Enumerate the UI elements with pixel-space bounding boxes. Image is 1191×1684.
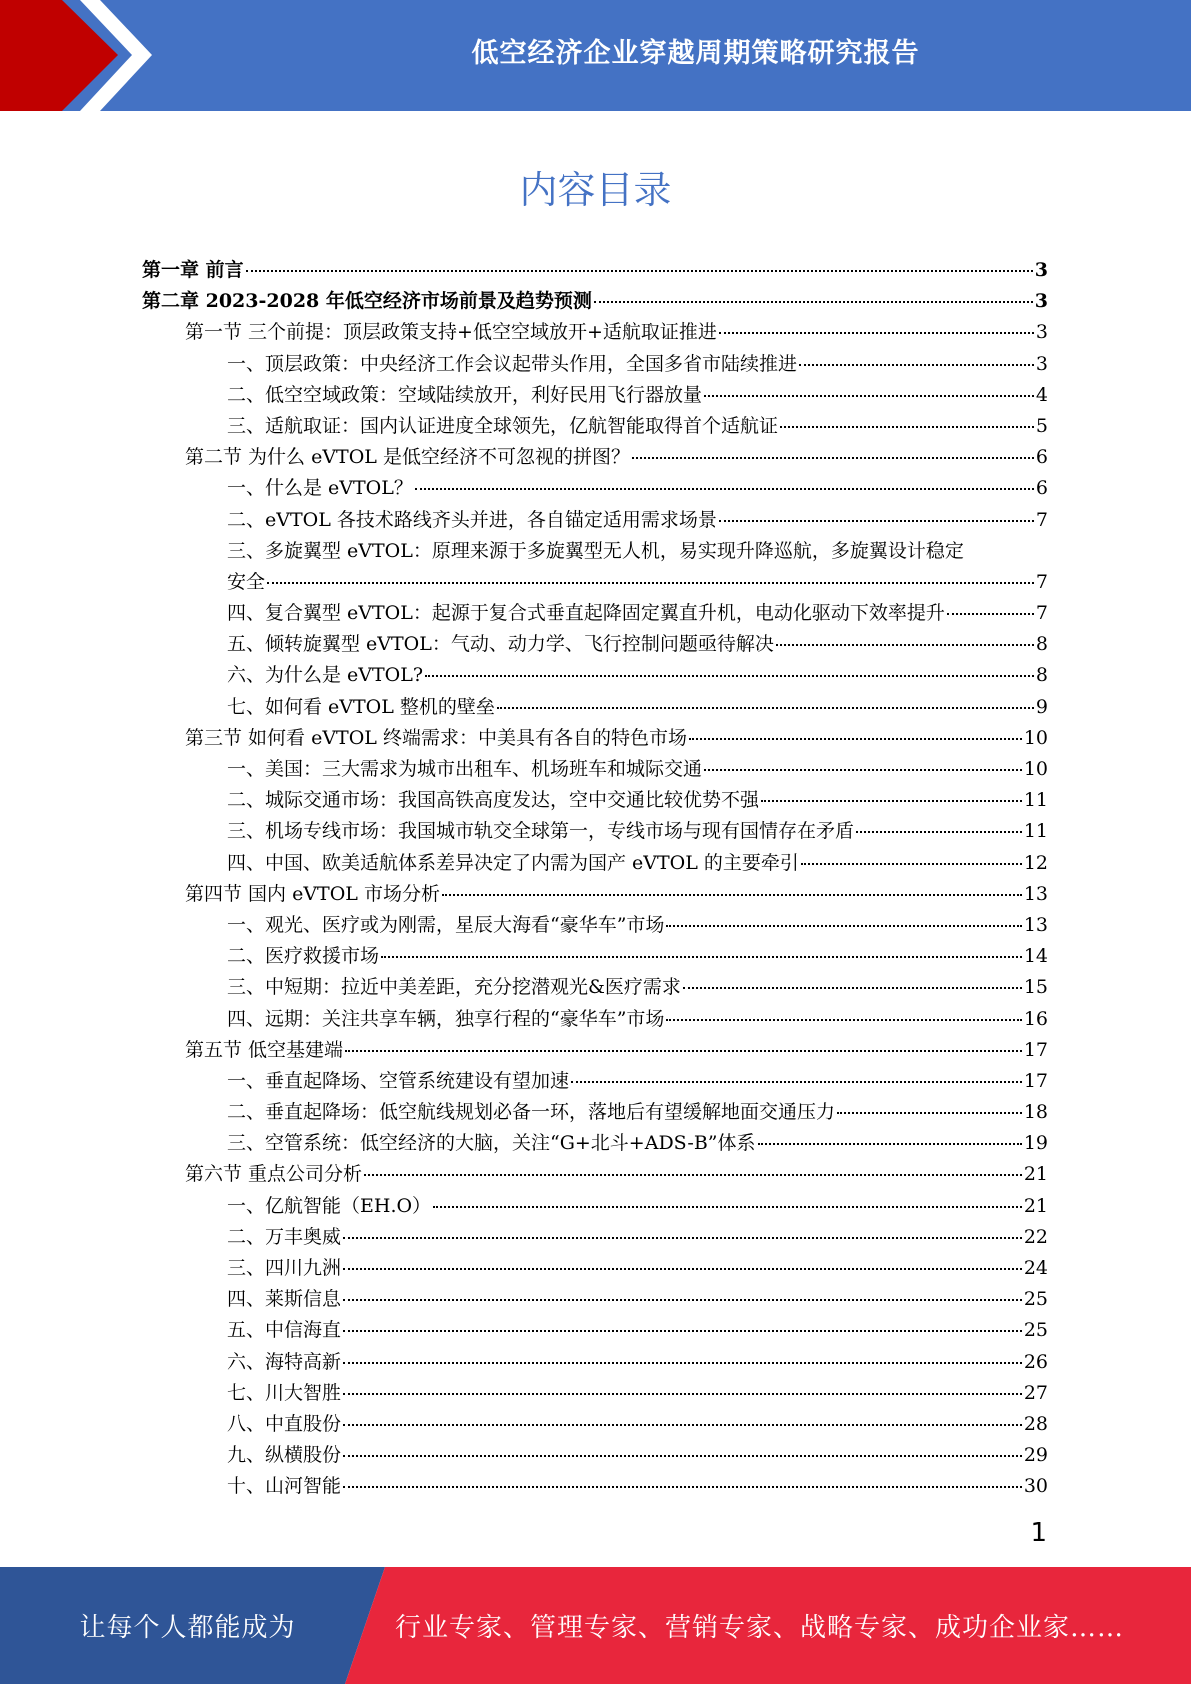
- toc-entry-text: 二、垂直起降场：低空航线规划必备一环，落地后有望缓解地面交通压力: [227, 1101, 836, 1124]
- toc-entry[interactable]: [142, 1159, 1048, 1190]
- toc-entry[interactable]: [142, 660, 1048, 691]
- toc-entry-text: 第三节 如何看 eVTOL 终端需求：中美具有各自的特色市场: [185, 726, 687, 749]
- toc-leader-dots: [343, 1393, 1022, 1395]
- toc-page-number: 3: [1035, 352, 1048, 375]
- toc-entry[interactable]: [142, 317, 1048, 348]
- toc-entry-text: 七、如何看 eVTOL 整机的壁垒: [227, 695, 495, 718]
- toc-page-number: 8: [1035, 633, 1048, 656]
- toc-page-number: 6: [1035, 477, 1048, 500]
- toc-entry-text: 九、纵横股份: [227, 1444, 342, 1467]
- toc-entry-text: 十、山河智能: [227, 1475, 342, 1498]
- toc-page-number: 15: [1023, 976, 1048, 999]
- toc-leader-dots: [343, 1268, 1022, 1270]
- toc-entry-text: 第一节 三个前提：顶层政策支持+低空空域放开+适航取证推进: [185, 321, 717, 344]
- toc-entry-text: 三、适航取证：国内认证进度全球领先，亿航智能取得首个适航证: [227, 414, 779, 437]
- toc-leader-dots: [343, 1362, 1022, 1364]
- toc-page-number: 7: [1035, 602, 1048, 625]
- toc-entry-continuation[interactable]: [142, 567, 1048, 598]
- toc-entry[interactable]: [142, 723, 1048, 754]
- toc-page-number: 28: [1023, 1412, 1048, 1435]
- toc-entry-text: 五、倾转旋翼型 eVTOL：气动、动力学、飞行控制问题亟待解决: [227, 633, 774, 656]
- toc-leader-dots: [719, 332, 1034, 334]
- toc-entry[interactable]: [142, 505, 1048, 536]
- toc-entry-text: 第一章 前言: [142, 259, 244, 281]
- toc-entry[interactable]: [142, 536, 1048, 567]
- toc-entry[interactable]: [142, 972, 1048, 1003]
- toc-page-number: 13: [1023, 882, 1048, 905]
- toc-leader-dots: [666, 1019, 1021, 1021]
- toc-leader-dots: [947, 613, 1034, 615]
- toc-leader-dots: [689, 738, 1022, 740]
- toc-leader-dots: [442, 894, 1022, 896]
- toc-leader-dots: [761, 800, 1022, 802]
- toc-leader-dots: [704, 769, 1022, 771]
- toc-entry[interactable]: [142, 1409, 1048, 1440]
- toc-page-number: 3: [1034, 290, 1048, 313]
- toc-entry[interactable]: [142, 1253, 1048, 1284]
- toc-entry[interactable]: [142, 692, 1048, 723]
- toc-entry[interactable]: [142, 785, 1048, 816]
- toc-page-number: 18: [1023, 1101, 1048, 1124]
- toc-page-number: 7: [1035, 508, 1048, 531]
- toc-page-number: 6: [1035, 446, 1048, 469]
- toc-entry[interactable]: [142, 380, 1048, 411]
- toc-leader-dots: [497, 707, 1034, 709]
- toc-entry[interactable]: [142, 1222, 1048, 1253]
- toc-page-number: 16: [1023, 1007, 1048, 1030]
- toc-entry-text: 四、复合翼型 eVTOL：起源于复合式垂直起降固定翼直升机，电动化驱动下效率提升: [227, 602, 945, 625]
- toc-entry-text: 二、eVTOL 各技术路线齐头并进，各自锚定适用需求场景: [227, 508, 717, 531]
- toc-entry[interactable]: [142, 1191, 1048, 1222]
- toc-entry-text: 七、川大智胜: [227, 1381, 342, 1404]
- toc-entry-text: 三、四川九洲: [227, 1257, 342, 1279]
- toc-leader-dots: [666, 925, 1021, 927]
- toc-leader-dots: [381, 956, 1022, 958]
- toc-entry[interactable]: [142, 848, 1048, 879]
- toc-page-number: 3: [1035, 321, 1048, 344]
- toc-entry-text: 八、中直股份: [227, 1412, 342, 1435]
- toc-entry[interactable]: [142, 941, 1048, 972]
- toc-entry[interactable]: [142, 473, 1048, 504]
- toc-entry[interactable]: [142, 1315, 1048, 1346]
- toc-entry-text: 第二章 2023-2028 年低空经济市场前景及趋势预测: [142, 290, 592, 313]
- toc-entry[interactable]: [142, 1128, 1048, 1159]
- report-title: 低空经济企业穿越周期策略研究报告: [471, 37, 920, 69]
- toc-entry[interactable]: [142, 1440, 1048, 1471]
- toc-leader-dots: [343, 1330, 1022, 1332]
- toc-entry[interactable]: [142, 816, 1048, 847]
- toc-entry[interactable]: [142, 1347, 1048, 1378]
- toc-entry-text: 六、为什么是 eVTOL?: [227, 664, 424, 687]
- toc-entry-text: 三、空管系统：低空经济的大脑，关注“G+北斗+ADS-B”体系: [227, 1132, 756, 1155]
- toc-page-number: 24: [1023, 1257, 1048, 1279]
- toc-page-number: 10: [1023, 758, 1048, 780]
- toc-entry[interactable]: [142, 598, 1048, 629]
- toc-entry[interactable]: [142, 629, 1048, 660]
- toc-leader-dots: [267, 582, 1034, 584]
- header-logo: [0, 0, 160, 111]
- footer-slogan-right: 行业专家、管理专家、营销专家、战略专家、成功企业家……: [395, 1613, 1125, 1643]
- toc-entry[interactable]: [142, 1097, 1048, 1128]
- toc-leader-dots: [345, 1050, 1022, 1052]
- toc-page-number: 27: [1023, 1381, 1048, 1404]
- toc-entry-text: 一、美国：三大需求为城市出租车、机场班车和城际交通: [227, 758, 703, 780]
- toc-page-number: 17: [1023, 1069, 1048, 1092]
- toc-page-number: 13: [1023, 913, 1048, 936]
- toc-entry-text: 第二节 为什么 eVTOL 是低空经济不可忽视的拼图？: [185, 446, 630, 469]
- toc-entry-text: 六、海特高新: [227, 1350, 342, 1373]
- toc-page-number: 19: [1023, 1132, 1048, 1155]
- toc-entry[interactable]: [142, 1378, 1048, 1409]
- toc-entry-text: 一、什么是 eVTOL？: [227, 477, 413, 500]
- toc-leader-dots: [594, 301, 1033, 303]
- page-footer: [0, 1567, 1191, 1684]
- toc-entry-text: 第五节 低空基建端: [185, 1038, 344, 1061]
- toc-entry-text: 一、观光、医疗或为刚需，星辰大海看“豪华车”市场: [227, 913, 665, 936]
- toc-entry[interactable]: [142, 349, 1048, 380]
- toc-leader-dots: [343, 1237, 1022, 1239]
- toc-leader-dots: [780, 426, 1034, 428]
- toc-entry[interactable]: [142, 910, 1048, 941]
- toc-entry[interactable]: [142, 1066, 1048, 1097]
- toc-entry[interactable]: [142, 442, 1048, 473]
- toc-entry-text: 四、莱斯信息: [227, 1288, 342, 1311]
- toc-entry-text: 二、万丰奥威: [227, 1225, 342, 1248]
- toc-leader-dots: [343, 1455, 1022, 1457]
- toc-entry[interactable]: [142, 255, 1048, 286]
- toc-entry[interactable]: [142, 1284, 1048, 1315]
- toc-entry-text: 一、顶层政策：中央经济工作会议起带头作用，全国多省市陆续推进: [227, 352, 798, 375]
- footer-slogan-left: 让每个人都能成为: [79, 1613, 296, 1643]
- toc-entry[interactable]: [142, 1035, 1048, 1066]
- toc-entry-text: 二、低空空域政策：空域陆续放开，利好民用飞行器放量: [227, 383, 703, 406]
- toc-leader-dots: [433, 1206, 1022, 1208]
- toc-entry-text: 三、机场专线市场：我国城市轨交全球第一，专线市场与现有国情存在矛盾: [227, 820, 855, 843]
- toc-leader-dots: [571, 1081, 1022, 1083]
- toc-page-number: 21: [1023, 1194, 1048, 1217]
- toc-page-number: 10: [1023, 726, 1048, 749]
- toc-entry-text: 一、亿航智能（EH.O）: [227, 1194, 432, 1217]
- toc-page-number: 21: [1023, 1163, 1048, 1186]
- toc-leader-dots: [683, 987, 1022, 989]
- toc-entry-text: 二、城际交通市场：我国高铁高度发达，空中交通比较优势不强: [227, 789, 760, 812]
- toc-leader-dots: [776, 644, 1034, 646]
- toc-page-number: 11: [1023, 789, 1048, 812]
- toc-leader-dots: [343, 1299, 1022, 1301]
- toc-page-number: 12: [1023, 851, 1048, 874]
- toc-entry[interactable]: [142, 879, 1048, 910]
- toc-leader-dots: [801, 863, 1022, 865]
- toc-leader-dots: [799, 364, 1034, 366]
- toc-entry-text: 第六节 重点公司分析: [185, 1163, 363, 1186]
- toc-entry-text: 四、中国、欧美适航体系差异决定了内需为国产 eVTOL 的主要牵引: [227, 851, 799, 874]
- toc-page-number: 25: [1023, 1288, 1048, 1311]
- toc-entry-text: 三、多旋翼型 eVTOL：原理来源于多旋翼型无人机，易实现升降巡航，多旋翼设计稳定: [227, 539, 964, 562]
- toc-page-number: 22: [1023, 1225, 1048, 1248]
- toc-page-number: 4: [1035, 383, 1048, 406]
- toc-entry[interactable]: [142, 1471, 1048, 1502]
- page-number: 1: [1030, 1518, 1047, 1548]
- toc-entry-text: 五、中信海直: [227, 1319, 342, 1342]
- toc-page-number: 8: [1035, 664, 1048, 687]
- toc-page-number: 11: [1023, 820, 1048, 843]
- toc-leader-dots: [415, 488, 1034, 490]
- toc-page-number: 7: [1035, 570, 1048, 593]
- toc-leader-dots: [856, 831, 1022, 833]
- toc-entry-text: 四、远期：关注共享车辆，独享行程的“豪华车”市场: [227, 1007, 665, 1030]
- toc-entry[interactable]: [142, 754, 1048, 785]
- toc-entry-text: 三、中短期：拉近中美差距，充分挖潜观光&医疗需求: [227, 976, 681, 999]
- toc-entry[interactable]: [142, 286, 1048, 317]
- toc-page-number: 17: [1023, 1038, 1048, 1061]
- toc-leader-dots: [364, 1174, 1022, 1176]
- toc-page-number: 14: [1023, 945, 1048, 968]
- toc-page-number: 30: [1023, 1475, 1048, 1498]
- toc-leader-dots: [343, 1424, 1022, 1426]
- toc-page-number: 25: [1023, 1319, 1048, 1342]
- toc-leader-dots: [719, 520, 1034, 522]
- toc-page-number: 3: [1034, 259, 1048, 281]
- page-header: [0, 0, 1191, 111]
- toc-page-number: 26: [1023, 1350, 1048, 1373]
- toc-page-number: 29: [1023, 1444, 1048, 1467]
- toc-leader-dots: [758, 1143, 1022, 1145]
- toc-leader-dots: [425, 675, 1034, 677]
- toc-page-number: 9: [1035, 695, 1048, 718]
- toc-leader-dots: [837, 1112, 1022, 1114]
- toc-entry[interactable]: [142, 411, 1048, 442]
- toc-heading: 内容目录: [519, 168, 672, 212]
- toc-entry-text: 二、医疗救援市场: [227, 945, 380, 968]
- table-of-contents: [142, 255, 1048, 1503]
- toc-entry-text: 一、垂直起降场、空管系统建设有望加速: [227, 1069, 570, 1092]
- toc-entry-text: 安全: [227, 570, 266, 593]
- toc-page-number: 5: [1035, 414, 1048, 437]
- toc-leader-dots: [704, 395, 1034, 397]
- toc-leader-dots: [632, 457, 1034, 459]
- toc-leader-dots: [246, 270, 1033, 272]
- toc-leader-dots: [343, 1486, 1022, 1488]
- toc-entry[interactable]: [142, 1004, 1048, 1035]
- toc-entry-text: 第四节 国内 eVTOL 市场分析: [185, 882, 440, 905]
